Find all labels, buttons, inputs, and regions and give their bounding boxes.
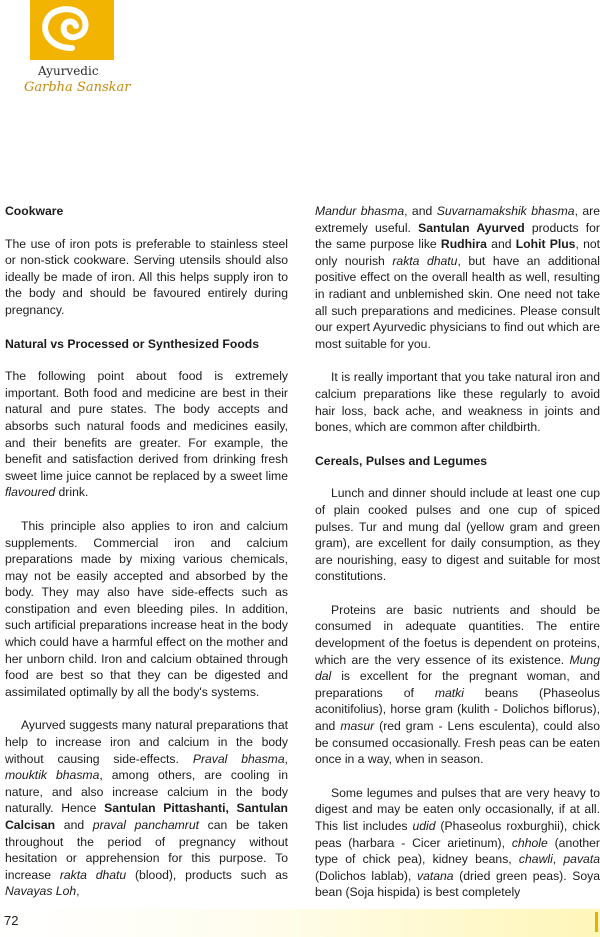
- footer-bar: [0, 909, 600, 937]
- heading-cereals-pulses: Cereals, Pulses and Legumes: [315, 453, 488, 468]
- paragraph-natural-foods: The following point about food is extremely important. Both food and medicine are best in their natural and pure states. The body accepts and absorbs such natural foods and medicines easily, and their benefits are greater. For example, the benefit and satisfaction derived from drinking fresh sweet lime juice cannot be replaced by a sweet lime flavoured drink.: [5, 369, 288, 500]
- brand-line-2: Garbha Sanskar: [24, 80, 131, 95]
- paragraph-proteins: Proteins are basic nutrients and should be consumed in adequate quantities. The entire development of the foetus is dependent on proteins, which are the very essence of its existence. Mung dal is excellent for the pregnant woman, and preparations of matki beans (Phaseolus aconitifolius), horse gram (kulith - Dolichos biflorus), and masur (red gram - Lens esculenta), could also be consumed occasionally. Fresh peas can be eaten once in a way, when in season.: [315, 602, 600, 767]
- brand-line-1: Ayurvedic: [38, 64, 99, 78]
- page-number: 72: [4, 913, 19, 928]
- right-column: [315, 203, 600, 918]
- heading-natural-foods: Natural vs Processed or Synthesized Foods: [5, 336, 259, 351]
- paragraph-heavy-legumes: Some legumes and pulses that are very heavy to digest and may be eaten only occasionally, if at all. This list includes udid (Phaseolus roxburghii), chick peas (harbara - Cicer arietinum), chhole (another type of chick pea), kidney beans, chawli, pavata (Dolichos lablab), vatana (dried green peas). Soya bean (Soja hispida) is best completely: [315, 785, 600, 900]
- paragraph-bhasma-products: Mandur bhasma, and Suvarnamakshik bhasma, are extremely useful. Santulan Ayurved products for the same purpose like Rudhira and Lohit Plus, not only nourish rakta dhatu, but have an additional positive effect on the overall health as well, resulting in radiant and unblemished skin. One need not take all such preparations and medicines. Please consult our expert Ayurvedic physicians to find out which are most suitable for you.: [315, 204, 600, 351]
- footer-accent-mark: [595, 912, 598, 932]
- paragraph-cookware: The use of iron pots is preferable to stainless steel or non-stick cookware. Serving utensils should also ideally be made of iron. All this helps supply iron to the body and should be favoured entirely during pregnancy.: [5, 236, 288, 317]
- spiral-logo-icon: [22, 0, 122, 64]
- paragraph-ayurved-preparations: Ayurved suggests many natural preparations that help to increase iron and calcium in the body without causing side-effects. Praval bhasma, mouktik bhasma, among others, are cooling in nature, and also increase calcium in the body naturally. Hence Santulan Pittashanti, Santulan Calcisan and praval panchamrut can be taken throughout the period of pregnancy without hesitation or apprehension for this purpose. To increase rakta dhatu (blood), products such as Navayas Loh,: [5, 718, 289, 899]
- left-column: [5, 203, 288, 917]
- paragraph-principle: This principle also applies to iron and calcium supplements. Commercial iron and calcium preparations made by mixing various chemicals, may not be easily accepted and absorbed by the body. They may also have side-effects such as constipation and even bleeding piles. In addition, such artificial preparations increase heat in the body which could have a harmful effect on the mother and her unborn child. Iron and calcium obtained through food are best so that they can be digested and assimilated optimally by all the body's systems.: [5, 518, 288, 699]
- paragraph-natural-iron: It is really important that you take natural iron and calcium preparations like these regularly to avoid hair loss, back ache, and weakness in joints and bones, which are common after childbirth.: [315, 370, 600, 435]
- heading-cookware: Cookware: [5, 204, 64, 218]
- paragraph-lunch-dinner: Lunch and dinner should include at least one cup of plain cooked pulses and one cup of spiced pulses. Tur and mung dal (yellow gram and green gram), are excellent for daily consumption, as they are nourishing, easy to digest and suitable for most constitutions.: [315, 486, 600, 584]
